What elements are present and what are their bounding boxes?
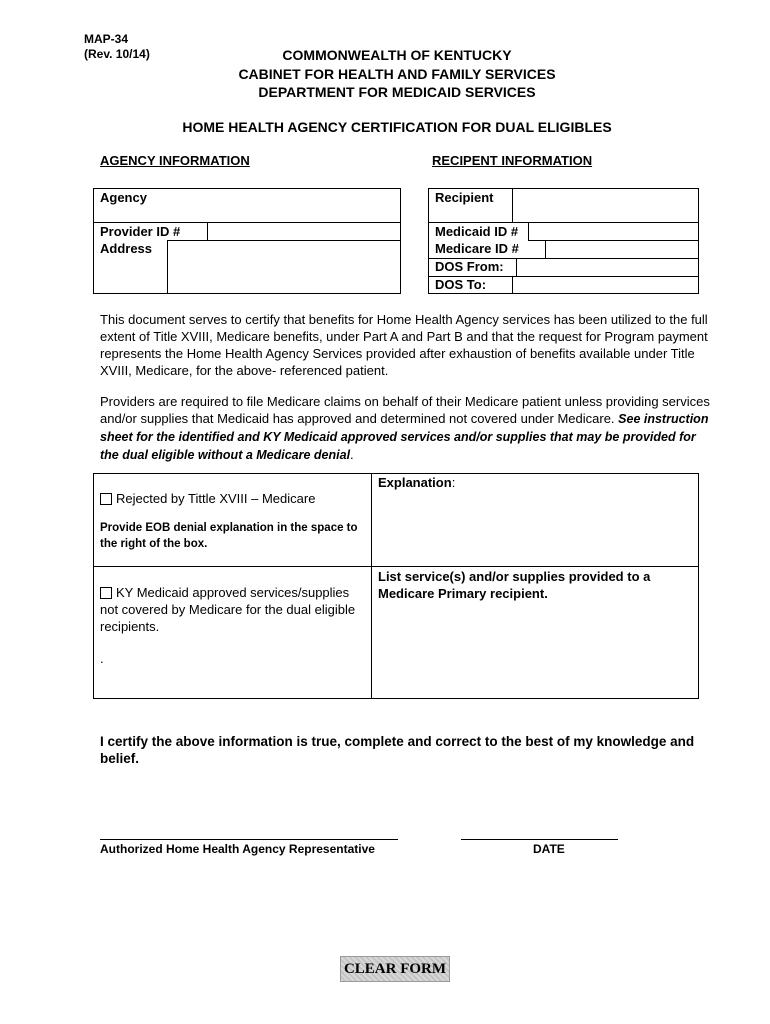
signature-label: Authorized Home Health Agency Representative bbox=[100, 842, 375, 856]
medicare-id-divider bbox=[545, 240, 546, 258]
explanation-colon: : bbox=[451, 475, 456, 490]
address-field[interactable] bbox=[170, 242, 399, 292]
recipient-label: Recipient bbox=[435, 190, 494, 205]
options-column-divider bbox=[371, 473, 372, 699]
certification-statement: I certify the above information is true, complete and correct to the best of my knowledge and belief. bbox=[100, 734, 695, 766]
ky-dot: . bbox=[100, 651, 104, 666]
instruction-paragraph bbox=[100, 393, 710, 464]
dos-to-label: DOS To: bbox=[435, 277, 487, 292]
date-label: DATE bbox=[533, 842, 565, 856]
provider-id-divider bbox=[207, 222, 208, 240]
agency-label: Agency bbox=[100, 190, 147, 205]
provider-id-underline bbox=[167, 240, 401, 241]
services-label: List service(s) and/or supplies provided to a Medicare Primary recipient. bbox=[378, 569, 651, 601]
rejected-label: Rejected by Tittle XVIII – Medicare bbox=[116, 491, 316, 506]
recipient-name-divider bbox=[512, 188, 513, 222]
explanation-heading bbox=[378, 474, 455, 491]
dos-to-divider bbox=[512, 276, 513, 294]
services-field[interactable] bbox=[376, 604, 694, 694]
medicaid-id-divider bbox=[528, 222, 529, 240]
header-line-1: COMMONWEALTH OF KENTUCKY bbox=[282, 47, 512, 63]
address-divider bbox=[167, 240, 168, 294]
explanation-label: Explanation bbox=[378, 475, 452, 490]
ky-option bbox=[100, 584, 368, 635]
rejected-option bbox=[100, 490, 365, 507]
dos-to-field[interactable] bbox=[515, 277, 697, 293]
rejected-checkbox[interactable] bbox=[100, 493, 112, 505]
recipient-section-title: RECIPENT INFORMATION bbox=[432, 153, 593, 168]
ky-checkbox[interactable] bbox=[100, 587, 112, 599]
options-row-divider bbox=[93, 566, 699, 567]
header-line-3: DEPARTMENT FOR MEDICAID SERVICES bbox=[258, 84, 536, 100]
page-title: HOME HEALTH AGENCY CERTIFICATION FOR DUAL ELIGIBLES bbox=[182, 119, 612, 135]
agency-section-title: AGENCY INFORMATION bbox=[100, 153, 250, 168]
provider-id-label: Provider ID # bbox=[100, 224, 181, 239]
signature-line[interactable] bbox=[100, 839, 398, 840]
header-line-2: CABINET FOR HEALTH AND FAMILY SERVICES bbox=[238, 66, 556, 82]
date-line[interactable] bbox=[461, 839, 618, 840]
dos-from-label: DOS From: bbox=[435, 259, 504, 274]
instruction-emphasis-text: See instruction sheet for the identified and KY Medicaid approved services and/or supplies that may be provided for the dual eligible without a Medicare denial bbox=[100, 412, 709, 462]
medicare-id-label: Medicare ID # bbox=[435, 241, 519, 256]
medicaid-id-field[interactable] bbox=[531, 223, 697, 239]
ky-label: KY Medicaid approved services/supplies not covered by Medicare for the dual eligible recipients. bbox=[100, 585, 356, 634]
provider-id-field[interactable] bbox=[210, 223, 399, 239]
medicare-id-field[interactable] bbox=[548, 241, 697, 257]
clear-form-button[interactable]: CLEAR FORM bbox=[340, 956, 450, 982]
instruction-plain-text: Providers are required to file Medicare claims on behalf of their Medicare patient unless providing services and/or supplies that Medicaid has approved and determined not covered under Medicare. bbox=[100, 394, 710, 426]
medicaid-id-label: Medicaid ID # bbox=[435, 224, 519, 239]
recipient-field[interactable] bbox=[515, 190, 697, 220]
form-number-text: MAP-34 bbox=[84, 32, 129, 46]
agency-field[interactable] bbox=[170, 190, 398, 220]
revision-text: (Rev. 10/14) bbox=[84, 47, 150, 61]
dos-from-divider bbox=[516, 258, 517, 276]
eob-note: Provide EOB denial explanation in the space to the right of the box. bbox=[100, 522, 358, 550]
explanation-field[interactable] bbox=[376, 492, 694, 562]
instruction-end-text: . bbox=[350, 447, 354, 462]
address-label: Address bbox=[100, 241, 153, 256]
certification-paragraph: This document serves to certify that benefits for Home Health Agency services has been utilized to the full extent of Title XVIII, Medicare benefits, under Part A and Part B and that the request for Program payment represents the Home Health Agency Services provided after exhaustion of benefits available under Title XVIII, Medicare, for the above- referenced patient. bbox=[100, 312, 708, 378]
dos-from-field[interactable] bbox=[519, 259, 697, 275]
